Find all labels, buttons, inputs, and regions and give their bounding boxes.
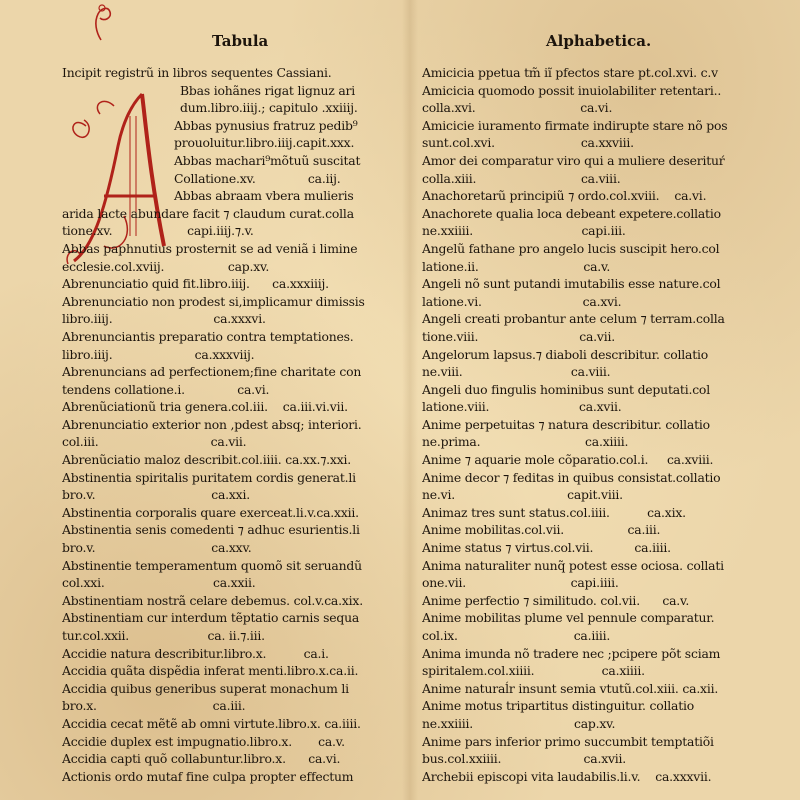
index-line: Anima naturaliter nunq̃ potest esse ociosa. collati <box>422 557 724 573</box>
index-line: Amicicie iuramento firmate indirupte stare nõ pos <box>422 117 728 133</box>
index-line: col.ix. ca.iiii. <box>422 628 611 643</box>
index-line: ne.prima. ca.xiiii. <box>422 434 629 450</box>
index-line: Anachorete qualia loca debeant expetere.collatio <box>422 205 721 221</box>
index-line: Incipit registrũ in libros sequentes Cassiani. <box>62 65 332 80</box>
index-line: Abbas machari⁹mõtuũ suscitat <box>174 152 361 168</box>
index-line: Amicicia ppetua tm̃ iĩ pfectos stare pt.col.xvi. c.v <box>422 65 718 80</box>
index-line: Abrenuncians ad perfectionem;fine charitate con <box>62 364 362 380</box>
index-line: Abstinentia senis comedenti ⁊ adhuc esurientis.li <box>62 522 360 538</box>
left-column <box>62 64 400 785</box>
page-header <box>0 32 800 54</box>
index-line: latione.vi. ca.xvi. <box>422 293 622 309</box>
index-line: col.iii. ca.vii. <box>62 434 247 450</box>
index-line: Amicicia quomodo possit inuiolabiliter retentari.. <box>422 82 722 98</box>
index-line: Angelũ fathane pro angelo lucis suscipit hero.col <box>422 240 720 256</box>
index-line: Accidia cecat mẽtẽ ab omni virtute.libro.x. ca.iiii. <box>62 715 361 731</box>
index-line: Anime ⁊ aquarie mole cõparatio.col.i. ca.xviii. <box>422 452 714 468</box>
index-line: latione.ii. ca.v. <box>422 258 611 274</box>
index-line: Bbas iohãnes rigat lignuz ari <box>180 82 356 98</box>
index-line: ne.xxiiii. cap.xv. <box>422 715 616 731</box>
index-line: Anime decor ⁊ feditas in quibus consistat.collatio <box>422 469 721 485</box>
index-line: Angeli duo fingulis hominibus sunt deputati.col <box>422 381 710 397</box>
index-line: Accidia quibus generibus superat monachum li <box>62 680 349 696</box>
index-line: one.vii. capi.iiii. <box>422 575 619 591</box>
index-line: Anachoretarũ principiũ ⁊ ordo.col.xviii. ca.vi. <box>422 188 707 204</box>
index-line: Actionis ordo mutaf fine culpa propter effectum <box>62 768 354 784</box>
index-line: tur.col.xxii. ca. ii.⁊.iii. <box>62 628 265 643</box>
right-column <box>422 64 762 785</box>
index-line: Abbas paphnutius prosternit se ad veniã i limine <box>62 240 358 256</box>
index-line: Abrenunciatio non prodest si,implicamur dimissis <box>62 293 365 309</box>
header-right-title: Alphabetica. <box>546 32 652 50</box>
index-line: spiritalem.col.xiiii. ca.xiiii. <box>422 663 645 679</box>
index-line: Abrenunciatio quid fit.libro.iiij. ca.xxxiiij. <box>62 276 329 292</box>
index-line: libro.iiij. ca.xxxviij. <box>62 346 255 362</box>
index-line: bus.col.xxiiii. ca.xvii. <box>422 751 627 767</box>
index-line: Anime motus tripartitus distinguitur. collatio <box>422 698 695 714</box>
index-line: colla.xvi. ca.vi. <box>422 100 613 116</box>
index-line: bro.v. ca.xxv. <box>62 540 252 556</box>
index-line: Collatione.xv. ca.iij. <box>174 170 341 186</box>
index-line: Abrenũciationũ tria genera.col.iii. ca.iii.vi.vii. <box>62 399 348 415</box>
index-line: Anime perpetuitas ⁊ natura describitur. collatio <box>422 416 710 432</box>
index-line: Anime naturaĺr insunt semia vtutũ.col.xiii. ca.xii. <box>422 680 719 696</box>
index-line: bro.x. ca.iii. <box>62 698 246 714</box>
index-line: Anime mobilitas.col.vii. ca.iii. <box>422 522 661 538</box>
index-line: tendens collatione.i. ca.vi. <box>62 381 270 397</box>
index-line: arida lacte abundare facit ⁊ claudum curat.colla <box>62 205 354 221</box>
index-line: ecclesie.col.xviij. cap.xv. <box>62 258 270 274</box>
index-line: Abstinentie temperamentum quomõ sit seruandũ <box>62 557 362 573</box>
index-line: Abbas pynusius fratruz pedib⁹ <box>174 117 358 133</box>
index-line: Anime perfectio ⁊ similitudo. col.vii. ca.v. <box>422 592 690 608</box>
index-line: latione.viii. ca.xvii. <box>422 399 622 415</box>
index-line: Accidie duplex est impugnatio.libro.x. ca.v. <box>62 733 345 749</box>
index-line: Angeli nõ sunt putandi imutabilis esse nature.col <box>422 276 721 292</box>
index-line: Angeli creati probantur ante celum ⁊ terram.colla <box>422 311 725 327</box>
index-line: Anime pars inferior primo succumbit temptatiõi <box>422 733 714 749</box>
index-line: colla.xiii. ca.viii. <box>422 170 621 186</box>
header-left-title: Tabula <box>212 32 269 50</box>
index-line: sunt.col.xvi. ca.xxviii. <box>422 135 634 151</box>
index-line: Abstinentia corporalis quare exerceat.li.v.ca.xxii. <box>62 504 359 520</box>
index-line: Abrenunciantis preparatio contra temptationes. <box>62 328 354 344</box>
index-line: Angelorum lapsus.⁊ diaboli describitur. collatio <box>422 346 709 362</box>
index-line: Archebii episcopi vita laudabilis.li.v. ca.xxxvii. <box>422 768 712 784</box>
index-line: tione.xv. capi.iiij.⁊.v. <box>62 223 254 239</box>
index-line: ne.xxiiii. capi.iii. <box>422 223 626 239</box>
index-line: Abstinentiam nostrã celare debemus. col.v.ca.xix. <box>62 592 363 608</box>
index-line: Abstinentia spiritalis puritatem cordis generat.li <box>62 469 356 485</box>
index-line: Accidie natura describitur.libro.x. ca.i. <box>62 645 329 661</box>
index-line: Abrenũciatio maloz describit.col.iiii. ca.xx.⁊.xxi. <box>62 452 351 468</box>
index-line: Anime mobilitas plume vel pennule comparatur. <box>422 610 715 626</box>
index-line: Abbas abraam vbera mulieris <box>174 188 354 204</box>
index-line: ne.vi. capit.viii. <box>422 487 623 503</box>
index-line: col.xxi. ca.xxii. <box>62 575 256 591</box>
index-line: bro.v. ca.xxi. <box>62 487 250 503</box>
index-line: tione.viii. ca.vii. <box>422 328 615 344</box>
index-line: Amor dei comparatur viro qui a muliere deserituŕ <box>422 152 725 168</box>
index-line: Accidia quãta dispẽdia inferat menti.libro.x.ca.ii. <box>62 663 359 679</box>
index-line: Abstinentiam cur interdum tẽptatio carnis sequa <box>62 610 360 626</box>
index-line: Animaz tres sunt status.col.iiii. ca.xix. <box>422 504 686 520</box>
index-line: Abrenunciatio exterior non ,pdest absq; interiori. <box>62 416 362 432</box>
gutter-shadow <box>402 0 418 800</box>
index-line: libro.iiij. ca.xxxvi. <box>62 311 266 327</box>
index-line: ne.viii. ca.viii. <box>422 364 611 380</box>
index-line: Accidia capti quõ collabuntur.libro.x. ca.vi. <box>62 751 341 767</box>
index-line: prouoluitur.libro.iiij.capit.xxx. <box>174 135 355 151</box>
index-line: Anima imunda nõ tradere nec ;pcipere põt sciam <box>422 645 721 661</box>
index-line: Anime status ⁊ virtus.col.vii. ca.iiii. <box>422 540 671 556</box>
index-line: dum.libro.iiij.; capitulo .xxiiij. <box>180 100 358 116</box>
